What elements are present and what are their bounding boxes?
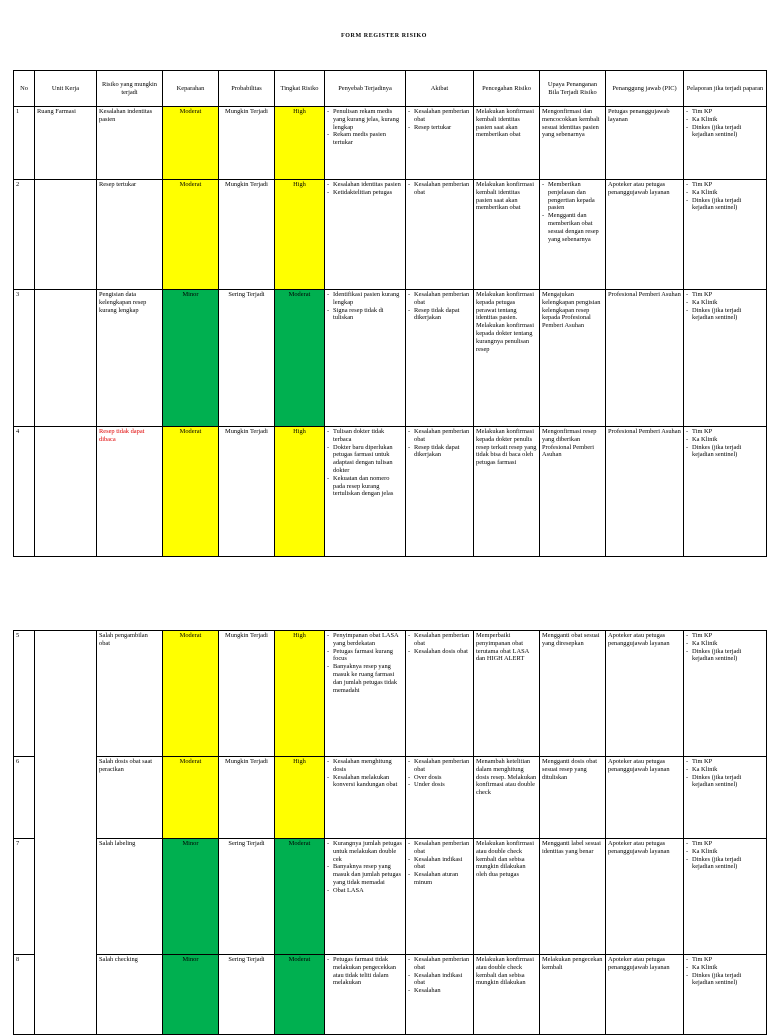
row-keparahan: Moderat	[163, 180, 219, 290]
pelaporan-item: - Dinkes (jika terjadi kejadian sentinel)	[686, 972, 764, 988]
row-penyebab	[325, 427, 406, 557]
row-unit: Ruang Farmasi	[35, 107, 97, 180]
penyebab-item: - Banyaknya resep yang masuk ke ruang farmasi dan jumlah petugas tidak memadahi	[327, 663, 403, 694]
header-akibat: Akibat	[406, 71, 474, 107]
akibat-item: - Kesalahan pemberian obat	[408, 181, 471, 197]
row-no: 4	[14, 427, 35, 557]
pelaporan-item: - Tim KP	[686, 181, 764, 189]
row-keparahan: Moderat	[163, 107, 219, 180]
row-no: 2	[14, 180, 35, 290]
row-upaya: Mengganti obat sesuai yang diresepkan	[540, 631, 606, 757]
header-pencegahan: Pencegahan Risiko	[474, 71, 540, 107]
row-pic: Apoteker atau petugas penanggujawab layanan	[606, 955, 684, 1035]
akibat-item: - Kesalahan pemberian obat	[408, 956, 471, 972]
header-penyebab: Penyebab Terjadinya	[325, 71, 406, 107]
row-pencegahan: Melakukan konfirmasi atau double check kembali dan sebisa mungkin dilakukan oleh dua petugas	[474, 839, 540, 955]
row-probabilitas: Sering Terjadi	[219, 955, 275, 1035]
pelaporan-item: - Tim KP	[686, 428, 764, 436]
row-penyebab	[325, 290, 406, 427]
pelaporan-item: - Tim KP	[686, 840, 764, 848]
row-pelaporan	[684, 631, 767, 757]
row-pic: Apoteker atau petugas penanggujawab layanan	[606, 631, 684, 757]
pelaporan-item: - Dinkes (jika terjadi kejadian sentinel)	[686, 444, 764, 460]
risk-register-table-page-2	[13, 630, 767, 1035]
akibat-item: - Resep tidak dapat dikerjakan	[408, 444, 471, 460]
row-no: 7	[14, 839, 35, 955]
header-keparahan: Keparahan	[163, 71, 219, 107]
row-penyebab	[325, 757, 406, 839]
row-pencegahan: Melakukan konfirmasi kembali identitas pasien saat akan memberikan obat	[474, 180, 540, 290]
pelaporan-item: - Ka Klinik	[686, 116, 764, 124]
row-keparahan: Minor	[163, 955, 219, 1035]
row-keparahan: Minor	[163, 839, 219, 955]
akibat-item: - Kesalahan pemberian obat	[408, 758, 471, 774]
pelaporan-item: - Dinkes (jika terjadi kejadian sentinel)	[686, 856, 764, 872]
row-risiko: Resep tidak dapat dibaca	[97, 427, 163, 557]
row-no: 1	[14, 107, 35, 180]
penyebab-item: - Kesalahan identitas pasien	[327, 181, 403, 189]
row-unit	[35, 290, 97, 427]
row-probabilitas: Mungkin Terjadi	[219, 107, 275, 180]
row-akibat	[406, 757, 474, 839]
row-risiko: Salah dosis obat saat peracikan	[97, 757, 163, 839]
akibat-item: - Under dosis	[408, 781, 471, 789]
row-akibat	[406, 107, 474, 180]
row-pelaporan	[684, 839, 767, 955]
table-header-row	[14, 71, 767, 107]
row-upaya: Melakukan pengecekan kembali	[540, 955, 606, 1035]
pelaporan-item: - Dinkes (jika terjadi kejadian sentinel)	[686, 197, 764, 213]
row-pic: Apoteker atau petugas penanggujawab layanan	[606, 757, 684, 839]
row-upaya: Mengajukan kelengkapan pengisian kelengkapan resep kepada Profesional Pemberi Asuhan	[540, 290, 606, 427]
row-no: 8	[14, 955, 35, 1035]
row-keparahan: Moderat	[163, 631, 219, 757]
akibat-item: - Kesalahan aturan minum	[408, 871, 471, 887]
row-pencegahan: Melakukan konfirmasi kepada dokter penulis resep terkait resep yang tidak bisa di baca oleh petugas farmasi	[474, 427, 540, 557]
pelaporan-item: - Ka Klinik	[686, 964, 764, 972]
risk-register-table-page-1	[13, 70, 767, 557]
penyebab-item: - Tulisan dokter tidak terbaca	[327, 428, 403, 444]
penyebab-item: - Identifikasi pasien kurang lengkap	[327, 291, 403, 307]
row-risiko: Salah checking	[97, 955, 163, 1035]
penyebab-item: - Kurangnya jumlah petugas untuk melakukan double cek	[327, 840, 403, 863]
row-probabilitas: Mungkin Terjadi	[219, 631, 275, 757]
pelaporan-item: - Ka Klinik	[686, 436, 764, 444]
row-pelaporan	[684, 180, 767, 290]
header-penanggung-jawab: Penanggung jawab (PIC)	[606, 71, 684, 107]
pelaporan-item: - Dinkes (jika terjadi kejadian sentinel)	[686, 307, 764, 323]
row-no: 6	[14, 757, 35, 839]
penyebab-item: - Petugas farmasi kurang focus	[327, 648, 403, 664]
row-tingkat-risiko: High	[275, 427, 325, 557]
row-pencegahan: Melakukan konfirmasi kepada petugas perawat tentang identitas pasien. Melakukan konfirmasi kepada dokter tentang kurangnya penulisan resep	[474, 290, 540, 427]
row-pic: Apoteker atau petugas penanggujawab layanan	[606, 180, 684, 290]
row-tingkat-risiko: Moderat	[275, 839, 325, 955]
row-probabilitas: Sering Terjadi	[219, 290, 275, 427]
row-unit	[35, 427, 97, 557]
row-penyebab	[325, 839, 406, 955]
row-akibat	[406, 427, 474, 557]
row-tingkat-risiko: High	[275, 180, 325, 290]
pelaporan-item: - Dinkes (jika terjadi kejadian sentinel)	[686, 124, 764, 140]
penyebab-item: - Banyaknya resep yang masuk dan jumlah petugas yang tidak memadai	[327, 863, 403, 886]
row-akibat	[406, 180, 474, 290]
header-unit-kerja: Unit Kerja	[35, 71, 97, 107]
row-upaya: Mengonfirmasi resep yang diberikan Profesional Pemberi Asuhan	[540, 427, 606, 557]
pelaporan-item: - Ka Klinik	[686, 189, 764, 197]
pelaporan-item: - Ka Klinik	[686, 766, 764, 774]
row-pelaporan	[684, 107, 767, 180]
row-risiko: Salah pengambilan obat	[97, 631, 163, 757]
form-title: FORM REGISTER RISIKO	[340, 33, 427, 39]
row-no: 3	[14, 290, 35, 427]
pelaporan-item: - Dinkes (jika terjadi kejadian sentinel)	[686, 648, 764, 664]
akibat-item: - Over dosis	[408, 774, 471, 782]
row-pencegahan: Menambah ketelitian dalam menghitung dosis resep. Melakukan konfirmasi atau double check	[474, 757, 540, 839]
penyebab-item: - Kesalahan melakukan konversi kandungan obat	[327, 774, 403, 790]
akibat-item: - Kesalahan pemberian obat	[408, 632, 471, 648]
row-unit	[35, 631, 97, 1035]
table-row	[14, 290, 767, 427]
penyebab-item: - Rekam medis pasien tertukar	[327, 131, 403, 147]
row-risiko: Salah labeling	[97, 839, 163, 955]
row-pic: Petugas penanggujawab layanan	[606, 107, 684, 180]
row-akibat	[406, 631, 474, 757]
row-upaya: Mengganti dosis obat sesuai resep yang dituliskan	[540, 757, 606, 839]
row-tingkat-risiko: Moderat	[275, 290, 325, 427]
row-probabilitas: Sering Terjadi	[219, 839, 275, 955]
row-unit	[35, 180, 97, 290]
penyebab-item: - Petugas farmasi tidak melakukan pengecekkan atau tidak teliti dalam melakukan	[327, 956, 403, 987]
pelaporan-item: - Tim KP	[686, 758, 764, 766]
row-penyebab	[325, 180, 406, 290]
pelaporan-item: - Tim KP	[686, 956, 764, 964]
row-tingkat-risiko: High	[275, 107, 325, 180]
pelaporan-item: - Dinkes (jika terjadi kejadian sentinel)	[686, 774, 764, 790]
table-row	[14, 427, 767, 557]
row-akibat	[406, 839, 474, 955]
akibat-item: - Kesalahan pemberian obat	[408, 840, 471, 856]
row-tingkat-risiko: High	[275, 631, 325, 757]
penyebab-item: - Dokter baru diperlukan petugas farmasi untuk adaptasi dengan tulisan dokter	[327, 444, 403, 475]
row-penyebab	[325, 107, 406, 180]
row-upaya: Mengganti label sesuai identitas yang benar	[540, 839, 606, 955]
row-tingkat-risiko: Moderat	[275, 955, 325, 1035]
row-risiko: Resep tertukar	[97, 180, 163, 290]
row-pelaporan	[684, 757, 767, 839]
penyebab-item: - Kesalahan menghitung dosis	[327, 758, 403, 774]
pelaporan-item: - Ka Klinik	[686, 299, 764, 307]
row-tingkat-risiko: High	[275, 757, 325, 839]
header-pelaporan: Pelaporan jika terjadi paparan	[684, 71, 767, 107]
akibat-item: - Kesalahan pemberian obat	[408, 108, 471, 124]
penyebab-item: - Kekuatan dan nomero pada resep kurang tertuliskan dengan jelas	[327, 475, 403, 498]
table-row	[14, 107, 767, 180]
row-pelaporan	[684, 290, 767, 427]
akibat-item: - Kesalahan indikasi obat	[408, 972, 471, 988]
penyebab-item: - Obat LASA	[327, 887, 403, 895]
akibat-item: - Kesalahan indikasi obat	[408, 856, 471, 872]
pelaporan-item: - Ka Klinik	[686, 640, 764, 648]
akibat-item: - Kesalahan	[408, 987, 471, 995]
row-upaya: Mengonfirmasi dan mencocokkan kembali sesuai identitas pasien yang sebenarnya	[540, 107, 606, 180]
row-probabilitas: Mungkin Terjadi	[219, 427, 275, 557]
pelaporan-item: - Tim KP	[686, 291, 764, 299]
row-keparahan: Moderat	[163, 427, 219, 557]
row-penyebab	[325, 955, 406, 1035]
row-upaya	[540, 180, 606, 290]
row-probabilitas: Mungkin Terjadi	[219, 180, 275, 290]
row-pic: Profesional Pemberi Asuhan	[606, 427, 684, 557]
table-row	[14, 839, 767, 955]
row-no: 5	[14, 631, 35, 757]
table-row	[14, 631, 767, 757]
header-tingkat-risiko: Tingkat Risiko	[275, 71, 325, 107]
row-keparahan: Moderat	[163, 757, 219, 839]
row-probabilitas: Mungkin Terjadi	[219, 757, 275, 839]
pelaporan-item: - Tim KP	[686, 632, 764, 640]
row-pic: Profesional Pemberi Asuhan	[606, 290, 684, 427]
row-pelaporan	[684, 427, 767, 557]
row-pelaporan	[684, 955, 767, 1035]
penyebab-item: - Ketidaktelitian petugas	[327, 189, 403, 197]
row-risiko: Kesalahan indentitas pasien	[97, 107, 163, 180]
row-penyebab	[325, 631, 406, 757]
akibat-item: - Kesalahan pemberian obat	[408, 291, 471, 307]
row-akibat	[406, 290, 474, 427]
row-risiko: Pengisian data kelengkapan resep kurang lengkap	[97, 290, 163, 427]
penyebab-item: - Penulisan rekam medis yang kurang jelas, kurang lengkap	[327, 108, 403, 131]
penyebab-item: - Penyimpanan obat LASA yang berdekatan	[327, 632, 403, 648]
row-pencegahan: Melakukan konfirmasi atau double check kembali dan sebisa mungkin dilakukan	[474, 955, 540, 1035]
upaya-item: - Mengganti dan memberikan obat sesuai dengan resep yang sebenarnya	[542, 212, 603, 243]
upaya-item: - Memberikan penjelasan dan pengertian kepada pasien	[542, 181, 603, 212]
row-pencegahan: Memperbaiki penyimpanan obat terutama obat LASA dan HIGH ALERT	[474, 631, 540, 757]
table-row	[14, 955, 767, 1035]
table-row	[14, 757, 767, 839]
header-no: No	[14, 71, 35, 107]
header-upaya: Upaya Penanganan Bila Terjadi Risiko	[540, 71, 606, 107]
row-pencegahan: Melakukan konfirmasi kembali identitas pasien saat akan memberikan obat	[474, 107, 540, 180]
table-row	[14, 180, 767, 290]
header-risiko: Risiko yang mungkin terjadi	[97, 71, 163, 107]
pelaporan-item: - Tim KP	[686, 108, 764, 116]
row-pic: Apoteker atau petugas penanggujawab layanan	[606, 839, 684, 955]
akibat-item: - Resep tidak dapat dikerjakan	[408, 307, 471, 323]
pelaporan-item: - Ka Klinik	[686, 848, 764, 856]
row-keparahan: Minor	[163, 290, 219, 427]
akibat-item: - Kesalahan dosis obat	[408, 648, 471, 656]
penyebab-item: - Signa resep tidak di tuliskan	[327, 307, 403, 323]
akibat-item: - Resep tertukar	[408, 124, 471, 132]
row-akibat	[406, 955, 474, 1035]
akibat-item: - Kesalahan pemberian obat	[408, 428, 471, 444]
header-probabilitas: Probabilitas	[219, 71, 275, 107]
